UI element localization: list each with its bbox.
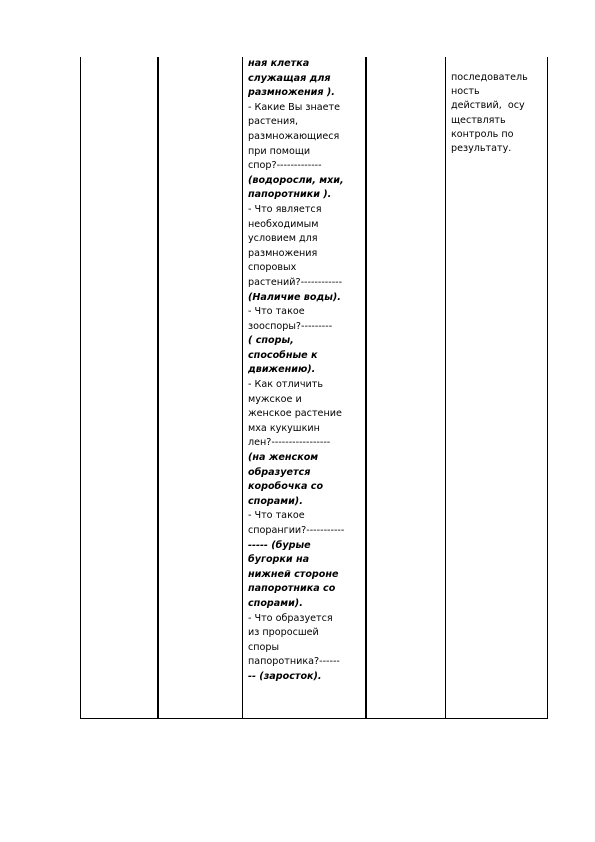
question-line: спор?------------- [248,160,322,172]
answer-line: нижней стороне [248,568,339,580]
answer-line: ная клетка [248,58,310,69]
uud-line: действий, осу [451,100,525,112]
uud-line: ность [451,86,480,98]
answer-line: спорами). [248,495,303,507]
question-line: при помощи [248,145,311,157]
answer-line: (водоросли, мхи, [248,174,344,186]
question-line: папоротника?------ [248,656,340,668]
uud-line: результату. [451,143,512,155]
question-line: растения, [248,116,299,128]
question-line: - Что такое [248,510,305,522]
question-line: - Какие Вы знаете [248,101,341,113]
question-line: - Что такое [248,306,305,318]
question-line: растений?------------ [248,276,343,288]
question-line: из проросшей [248,627,319,639]
question-line: мужское и [248,393,302,405]
question-line: размножения [248,247,318,259]
question-line: лен?----------------- [248,437,331,449]
answer-line: бугорки на [248,554,310,566]
column-border-3 [242,57,243,719]
question-line: спорангии?----------- [248,525,345,536]
question-line: - Что является [248,203,322,215]
question-line: необходимым [248,218,319,230]
uud-line: последователь [451,72,528,83]
answer-line: движению). [248,364,316,376]
question-line: - Что образуется [248,612,333,624]
answer-line: способные к [248,349,318,361]
table-cell-uud [451,71,547,156]
column-border-4 [365,57,367,719]
question-line: размножающиеся [248,130,340,142]
column-border-1 [80,57,81,719]
uud-line: ществлять [451,114,506,126]
column-border-2 [157,57,159,719]
question-line: женское растение [248,408,342,420]
answer-line: спорами). [248,597,303,609]
uud-line: контроль по [451,128,514,140]
table-cell-questions [248,57,364,685]
answer-line: ----- (бурые [248,539,311,551]
question-line: мха кукушкин [248,422,320,434]
answer-line: служащая для [248,72,331,84]
answer-line: образуется [248,466,311,478]
table-bottom-border [80,718,548,719]
column-border-5 [445,57,446,719]
answer-line: (Наличие воды). [248,291,341,303]
question-line: зооспоры?--------- [248,320,333,332]
answer-line: папоротника со [248,583,336,595]
question-line: - Как отличить [248,379,324,391]
question-line: споры [248,641,280,653]
answer-line: папоротники ). [248,189,332,201]
answer-line: ( споры, [248,335,294,347]
answer-line: коробочка со [248,481,324,493]
question-line: условием для [248,233,318,245]
answer-line: размножения ). [248,87,335,99]
answer-line: (на женском [248,452,319,464]
question-line: споровых [248,262,297,274]
answer-line: -- (заросток). [248,670,322,682]
column-border-6 [547,57,548,719]
